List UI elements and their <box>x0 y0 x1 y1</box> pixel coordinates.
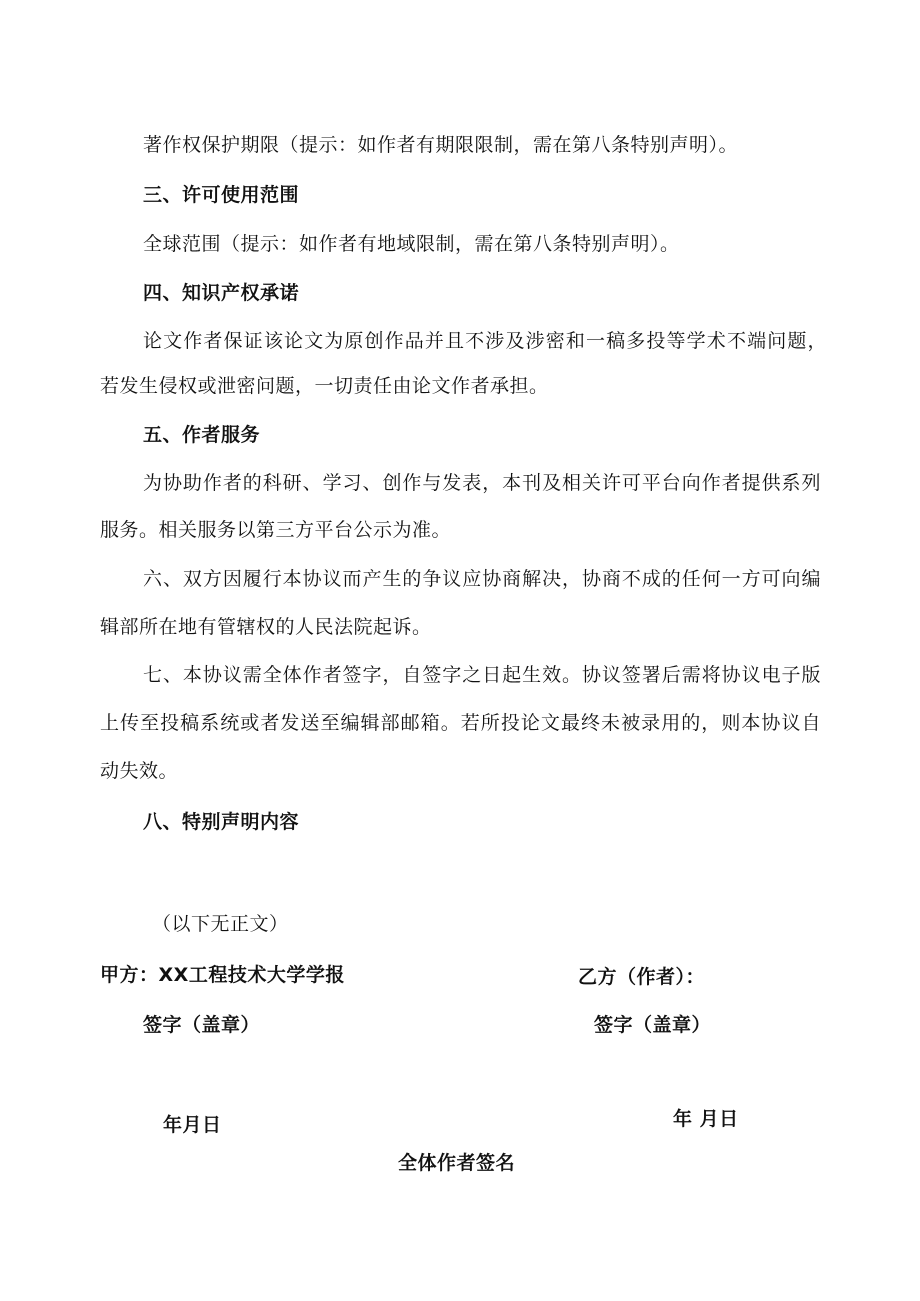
section-heading-4: 四、知识产权承诺 <box>143 282 300 304</box>
all-authors-signature-label: 全体作者签名 <box>398 1152 516 1174</box>
paragraph-line: 动失效。 <box>100 760 179 782</box>
party-b-signature-label: 签字（盖章） <box>594 1014 712 1036</box>
section-heading-5: 五、作者服务 <box>143 424 261 446</box>
section-heading-8: 八、特别声明内容 <box>143 811 300 833</box>
party-a-name: XX工程技术大学学报 <box>158 964 345 986</box>
paragraph-line: 七、本协议需全体作者签字，自签字之日起生效。协议签署后需将协议电子版 <box>143 664 821 686</box>
paragraph-line: 论文作者保证该论文为原创作品并且不涉及涉密和一稿多投等学术不端问题， <box>143 330 827 352</box>
party-b-label: 乙方（作者）： <box>578 966 706 988</box>
paragraph-line: 六、双方因履行本协议而产生的争议应协商解决，协商不成的任何一方可向编 <box>143 568 821 590</box>
paragraph-line: 著作权保护期限（提示：如作者有期限限制，需在第八条特别声明）。 <box>143 134 739 156</box>
end-note: （以下无正文） <box>152 913 289 935</box>
party-a-line <box>100 962 345 988</box>
party-a-label: 甲方： <box>100 964 159 986</box>
party-a-signature-label: 签字（盖章） <box>143 1014 261 1036</box>
section-heading-3: 三、许可使用范围 <box>143 184 300 206</box>
paragraph-line: 辑部所在地有管辖权的人民法院起诉。 <box>100 616 432 638</box>
party-a-date-label: 年月日 <box>163 1114 222 1136</box>
paragraph-line: 为协助作者的科研、学习、创作与发表，本刊及相关许可平台向作者提供系列 <box>143 472 821 494</box>
party-b-date-label: 年 月日 <box>673 1108 739 1130</box>
paragraph-line: 若发生侵权或泄密问题，一切责任由论文作者承担。 <box>100 375 549 397</box>
paragraph-line: 全球范围（提示：如作者有地域限制，需在第八条特别声明）。 <box>143 233 680 255</box>
paragraph-line: 上传至投稿系统或者发送至编辑部邮箱。若所投论文最终未被录用的，则本协议自 <box>100 712 821 734</box>
paragraph-line: 服务。相关服务以第三方平台公示为准。 <box>100 519 452 541</box>
